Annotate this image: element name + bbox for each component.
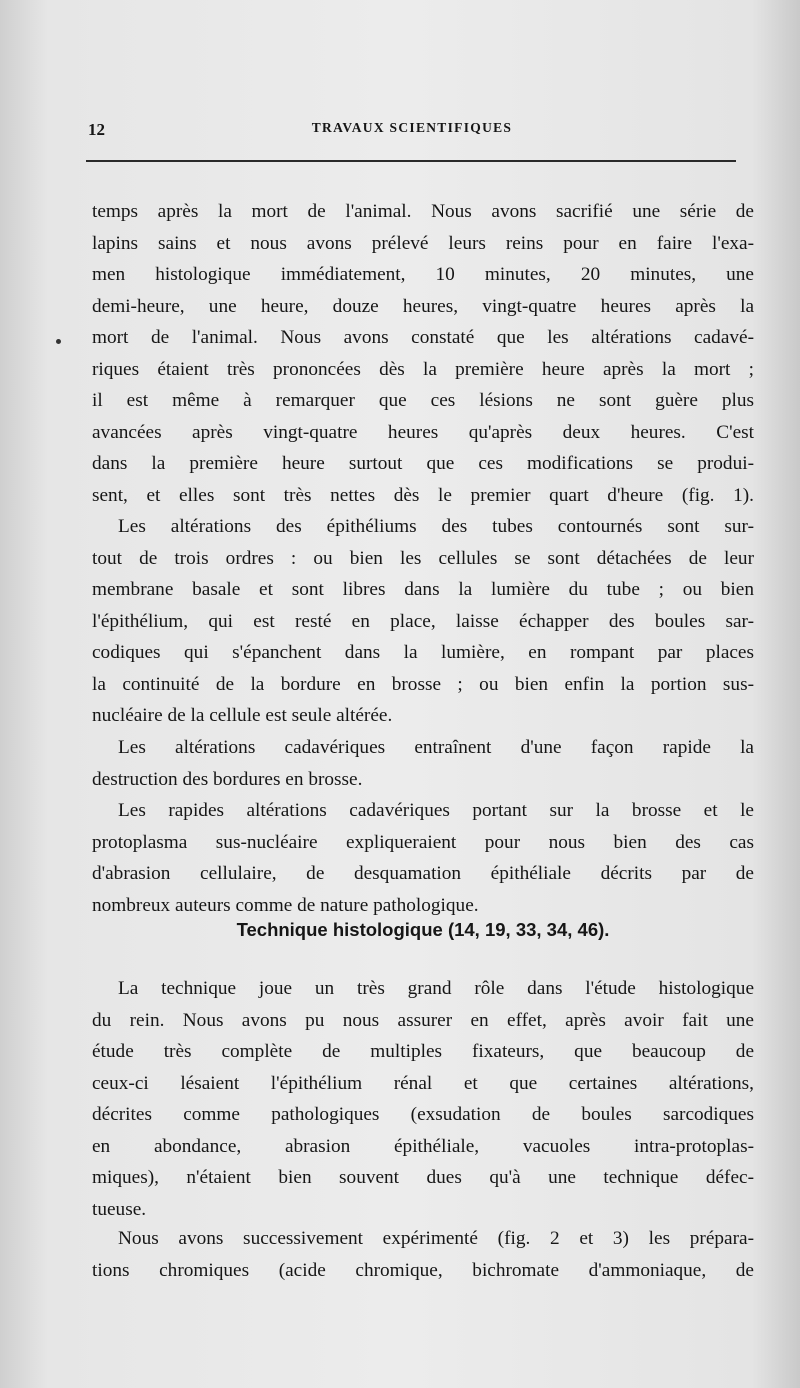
text-line: dans la première heure surtout que ces modifications se produi-	[92, 453, 754, 474]
margin-speck	[56, 339, 61, 344]
text-line: d'abrasion cellulaire, de desquamation épithéliale décrits par de	[92, 863, 754, 884]
text-line: l'épithélium, qui est resté en place, laisse échapper des boules sar-	[92, 610, 754, 632]
text-line: demi-heure, une heure, douze heures, vingt-quatre heures après la	[92, 295, 754, 317]
text-line: La technique joue un très grand rôle dans l'étude histologique	[118, 978, 754, 999]
paragraph-4	[92, 795, 754, 921]
text-line: miques), n'étaient bien souvent dues qu'à une technique défec-	[92, 1167, 754, 1188]
text-line: tout de trois ordres : ou bien les cellules se sont détachées de leur	[92, 547, 754, 569]
paragraph-1	[92, 196, 754, 511]
text-line: il est même à remarquer que ces lésions ne sont guère plus	[92, 390, 754, 411]
text-line: tueuse.	[92, 1198, 147, 1220]
paragraph-6	[92, 1223, 754, 1286]
text-line: Les rapides altérations cadavériques portant sur la brosse et le	[118, 800, 754, 821]
text-line: destruction des bordures en brosse.	[92, 768, 363, 790]
text-line: lapins sains et nous avons prélevé leurs reins pour en faire l'exa-	[92, 232, 754, 254]
text-line: protoplasma sus-nucléaire expliqueraient pour nous bien des cas	[92, 831, 754, 853]
text-line: sent, et elles sont très nettes dès le premier quart d'heure (fig. 1).	[92, 484, 754, 506]
text-line: en abondance, abrasion épithéliale, vacuoles intra-protoplas-	[92, 1135, 754, 1157]
paragraph-3	[92, 732, 754, 795]
text-line: nucléaire de la cellule est seule altérée.	[92, 705, 393, 726]
text-line: avancées après vingt-quatre heures qu'après deux heures. C'est	[92, 421, 754, 443]
text-line: riques étaient très prononcées dès la première heure après la mort ;	[92, 358, 754, 380]
text-line: la continuité de la bordure en brosse ; ou bien enfin la portion sus-	[92, 673, 754, 695]
running-head: TRAVAUX SCIENTIFIQUES	[311, 120, 513, 135]
text-line: Les altérations des épithéliums des tubes contournés sont sur-	[118, 516, 754, 537]
text-line: du rein. Nous avons pu nous assurer en effet, après avoir fait une	[92, 1009, 754, 1031]
header-rule	[86, 160, 736, 162]
text-line: étude très complète de multiples fixateurs, que beaucoup de	[92, 1041, 754, 1062]
text-line: nombreux auteurs comme de nature pathologique.	[92, 894, 479, 916]
text-line: ceux-ci lésaient l'épithélium rénal et que certaines altérations,	[92, 1072, 754, 1094]
paragraph-5	[92, 973, 754, 1225]
text-line: mort de l'animal. Nous avons constaté que les altérations cadavé-	[92, 327, 754, 348]
text-line: tions chromiques (acide chromique, bichromate d'ammoniaque, de	[92, 1259, 754, 1281]
section-heading: Technique histologique (14, 19, 33, 34, 46).	[236, 919, 610, 940]
text-line: Les altérations cadavériques entraînent d'une façon rapide la	[118, 737, 754, 758]
text-line: Nous avons successivement expérimenté (fig. 2 et 3) les prépara-	[118, 1228, 754, 1249]
text-line: men histologique immédiatement, 10 minutes, 20 minutes, une	[92, 264, 754, 285]
text-line: décrites comme pathologiques (exsudation de boules sarcodiques	[92, 1104, 754, 1125]
text-line: temps après la mort de l'animal. Nous avons sacrifié une série de	[92, 201, 754, 222]
page-number: 12	[88, 120, 105, 139]
text-line: codiques qui s'épanchent dans la lumière, en rompant par places	[92, 642, 754, 663]
paragraph-2	[92, 511, 754, 732]
text-line: membrane basale et sont libres dans la lumière du tube ; ou bien	[92, 579, 754, 600]
page-header	[88, 116, 736, 146]
